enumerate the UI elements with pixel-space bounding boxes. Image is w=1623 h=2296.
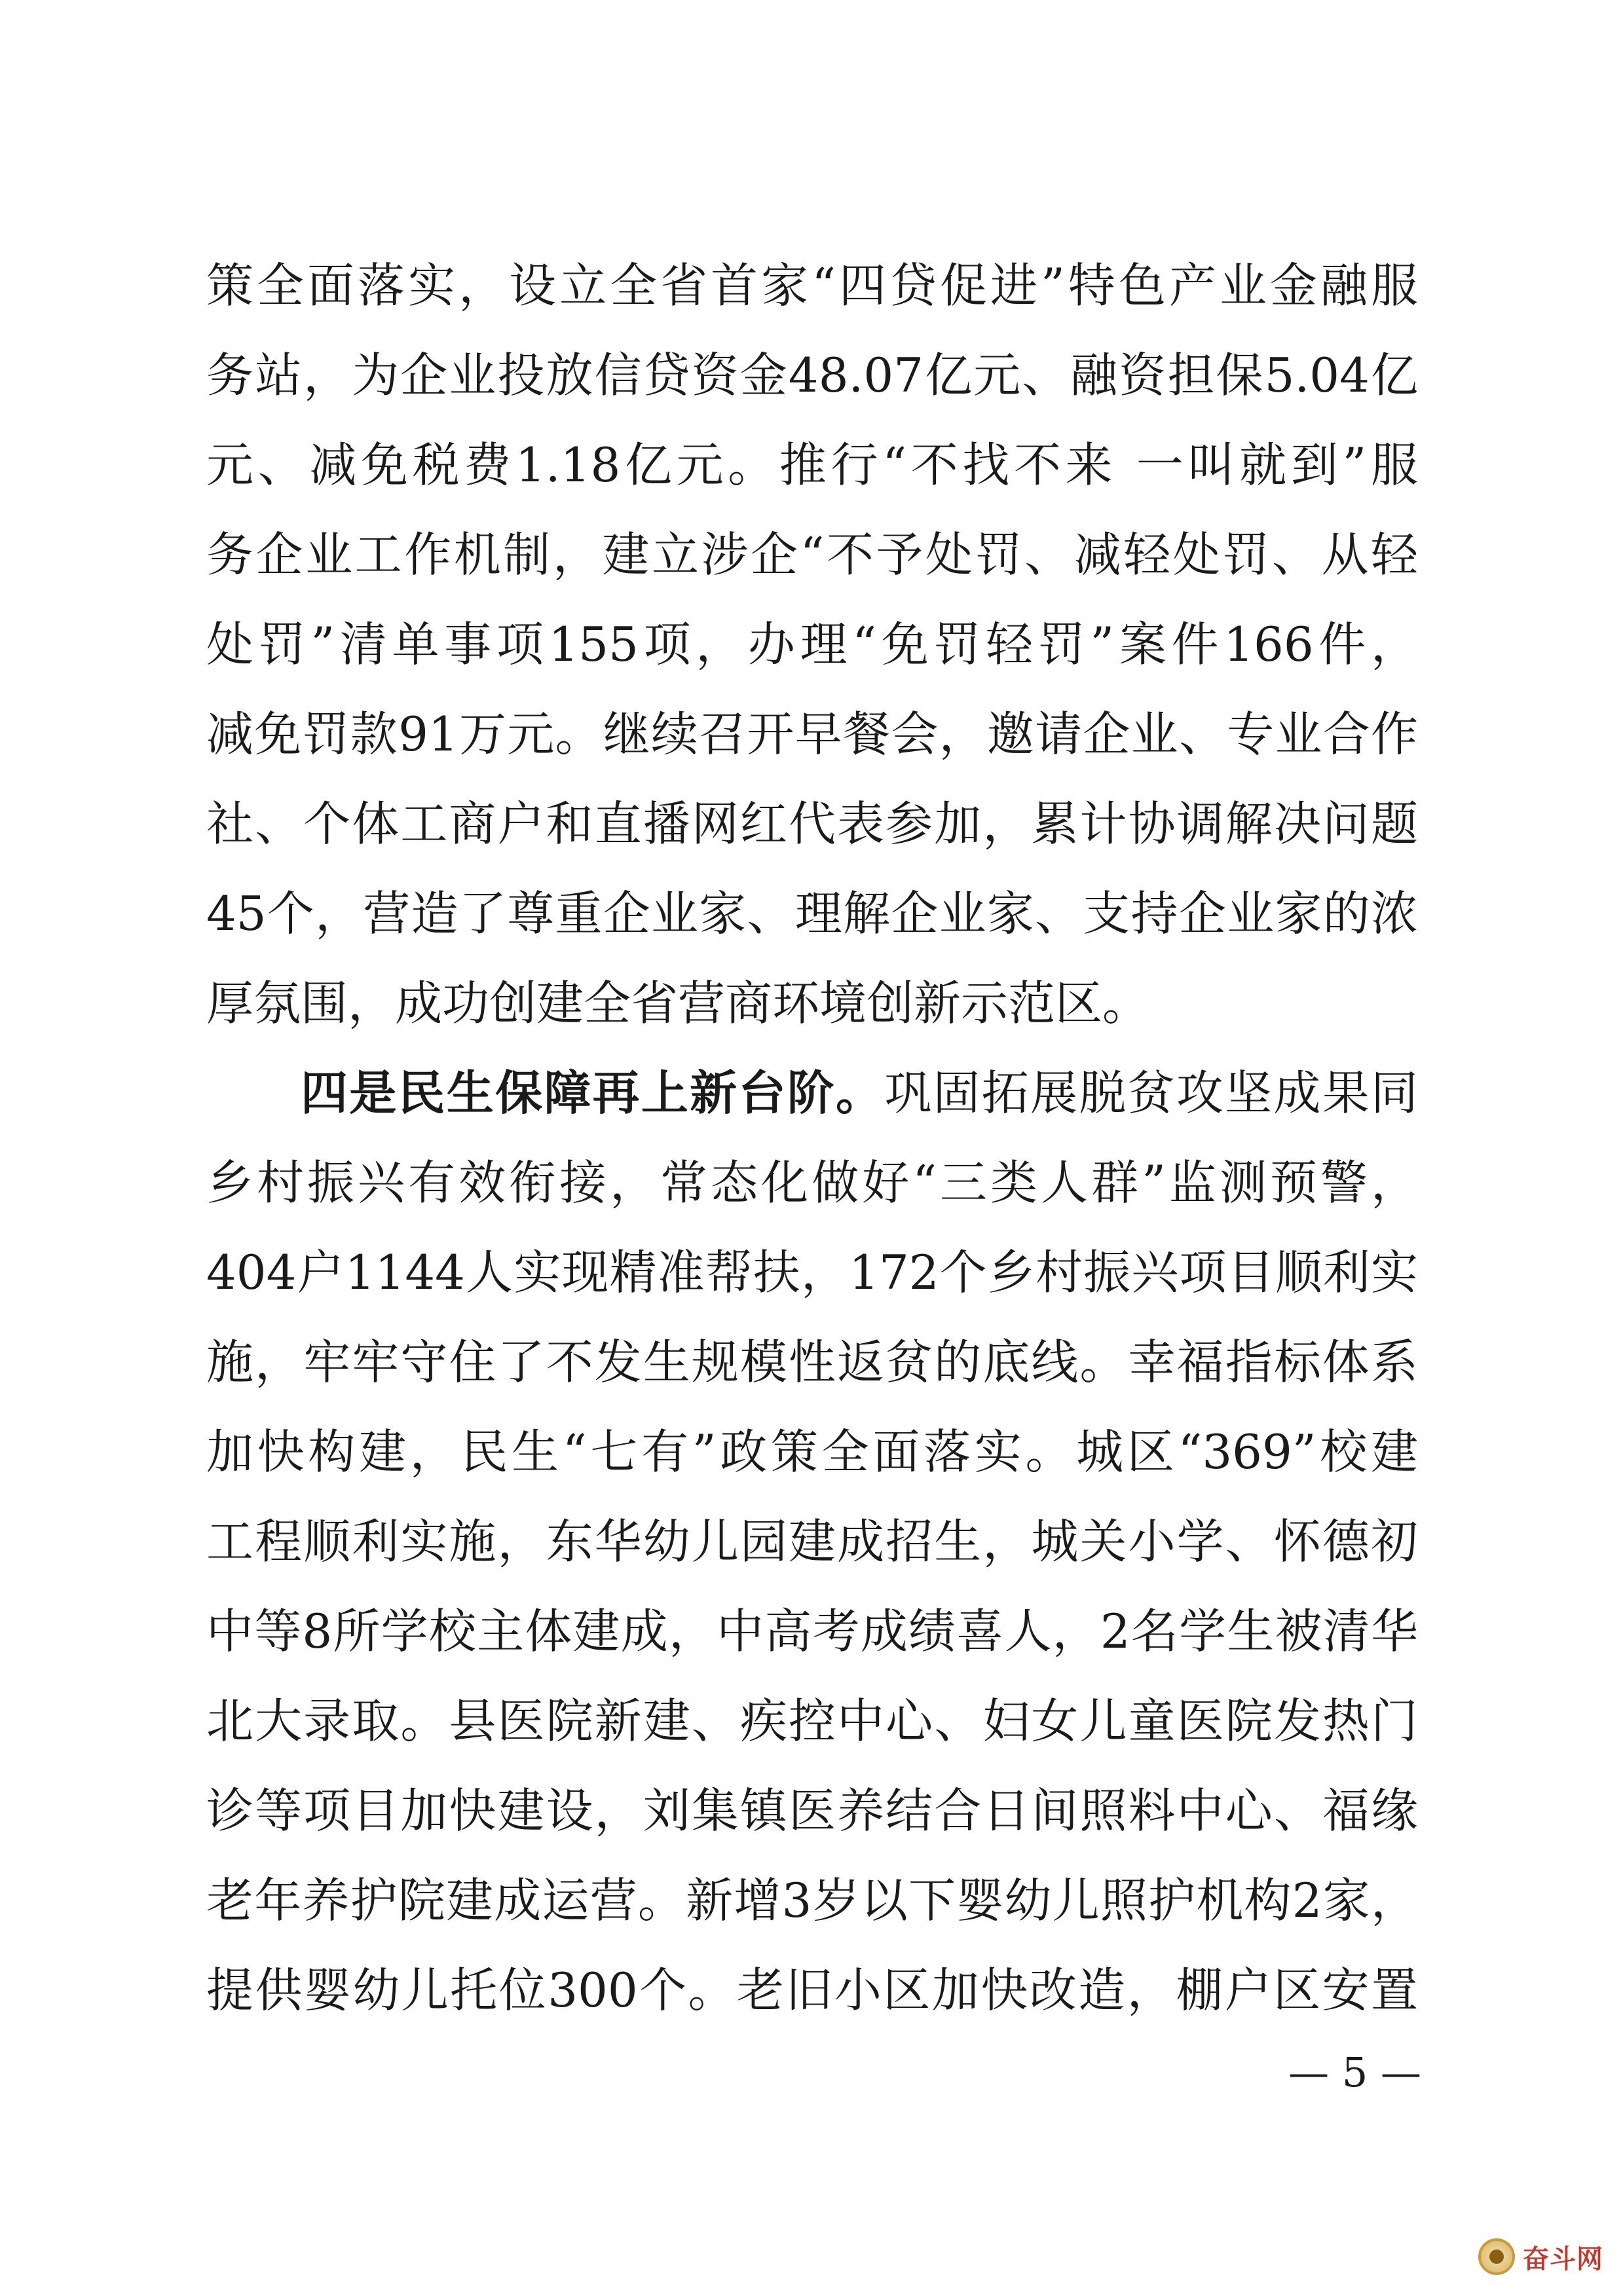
- text-line: 404户1144人实现精准帮扶，172个乡村振兴项目顺利实: [206, 1245, 1418, 1300]
- text-line: 45个，营造了尊重企业家、理解企业家、支持企业家的浓: [206, 886, 1418, 941]
- text-line: 元、减免税费1.18亿元。推行“不找不来 一叫就到”服: [206, 437, 1418, 492]
- text-line: 诊等项目加快建设，刘集镇医养结合日间照料中心、福缘: [206, 1783, 1418, 1838]
- text-line: 施，牢牢守住了不发生规模性返贫的底线。幸福指标体系: [206, 1335, 1418, 1390]
- text-line: 厚氛围，成功创建全省营商环境创新示范区。: [206, 976, 1150, 1031]
- text-line: 务企业工作机制，建立涉企“不予处罚、减轻处罚、从轻: [206, 527, 1418, 582]
- text-line: 社、个体工商户和直播网红代表参加，累计协调解决问题: [206, 796, 1418, 851]
- page-number: — 5 —: [1288, 2048, 1421, 2096]
- section-4-heading: 四是民生保障再上新台阶。: [301, 1065, 885, 1120]
- section-4-first-line-text: 巩固拓展脱贫攻坚成果同: [884, 1065, 1418, 1120]
- text-line: 策全面落实，设立全省首家“四贷促进”特色产业金融服: [206, 258, 1418, 313]
- text-line: 务站，为企业投放信贷资金48.07亿元、融资担保5.04亿: [206, 348, 1418, 403]
- text-line: 加快构建，民生“七有”政策全面落实。城区“369”校建: [206, 1424, 1418, 1479]
- text-line: 中等8所学校主体建成，中高考成绩喜人，2名学生被清华: [206, 1604, 1418, 1659]
- text-line: 工程顺利实施，东华幼儿园建成招生，城关小学、怀德初: [206, 1514, 1418, 1569]
- text-line: 乡村振兴有效衔接，常态化做好“三类人群”监测预警，: [206, 1155, 1418, 1210]
- text-line: 提供婴幼儿托位300个。老旧小区加快改造，棚户区安置: [206, 1963, 1418, 2018]
- text-line: 老年养护院建成运营。新增3岁以下婴幼儿照护机构2家，: [206, 1873, 1418, 1928]
- watermark-text: 奋斗网: [1523, 2244, 1603, 2274]
- body-text: [206, 241, 1418, 2035]
- site-watermark: [1478, 2237, 1603, 2276]
- section-4-first-line: [206, 1048, 1418, 1138]
- watermark-logo-icon: [1478, 2238, 1515, 2275]
- text-line: 减免罚款91万元。继续召开早餐会，邀请企业、专业合作: [206, 707, 1418, 762]
- text-line: 北大录取。县医院新建、疾控中心、妇女儿童医院发热门: [206, 1694, 1418, 1749]
- text-line: 处罚”清单事项155项，办理“免罚轻罚”案件166件，: [206, 617, 1418, 672]
